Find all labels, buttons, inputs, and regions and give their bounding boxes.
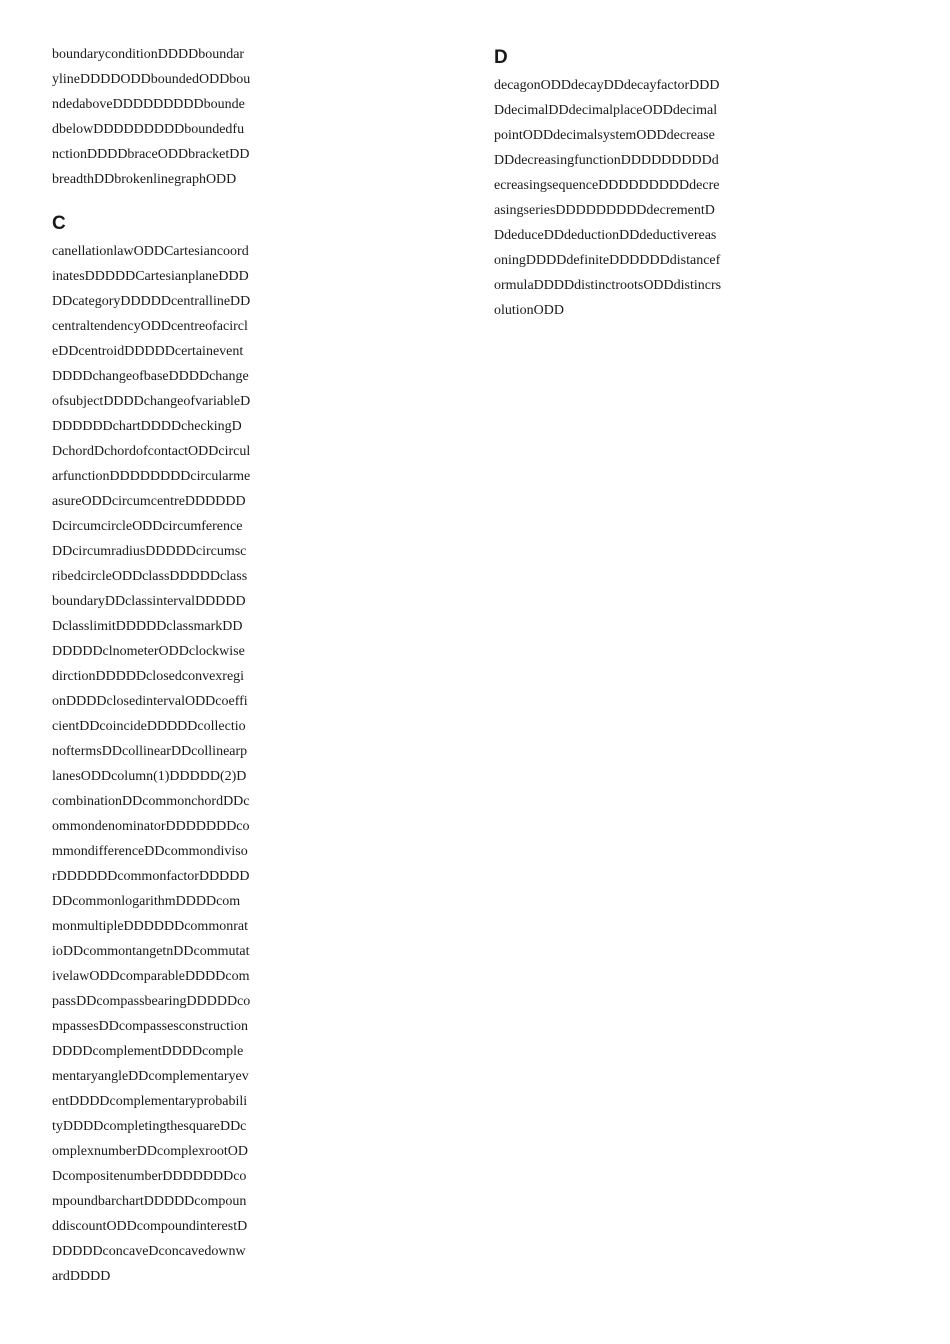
glossary-line: passDDcompassbearingDDDDDco	[52, 994, 251, 1009]
glossary-line: mpassesDDcompassesconstruction	[52, 1019, 248, 1034]
glossary-line: mentaryangleDDcomplementaryev	[52, 1069, 249, 1084]
glossary-line: DclasslimitDDDDDclassmarkDD	[52, 619, 243, 634]
glossary-line: DDDDDclnometerODDclockwise	[52, 644, 245, 659]
glossary-line: asureODDcircumcentreDDDDDD	[52, 494, 246, 509]
glossary-line: arfunctionDDDDDDDDcircularme	[52, 469, 251, 484]
glossary-line: nctionDDDDbraceODDbracketDD	[52, 147, 250, 162]
glossary-line: DDdecreasingfunctionDDDDDDDDDd	[494, 153, 719, 168]
glossary-line: dirctionDDDDDclosedconvexregi	[52, 669, 245, 684]
glossary-line: DDDDcomplementDDDDcomple	[52, 1044, 244, 1059]
glossary-line: DDDDDconcaveDconcavedownw	[52, 1244, 246, 1259]
glossary-line: DDDDchangeofbaseDDDDchange	[52, 369, 249, 384]
glossary-line: inatesDDDDDCartesianplaneDDD	[52, 269, 249, 284]
glossary-line: noftermsDDcollinearDDcollinearp	[52, 744, 248, 759]
glossary-line: DcircumcircleODDcircumference	[52, 519, 243, 534]
glossary-line: DDcircumradiusDDDDDcircumsc	[52, 544, 247, 559]
right-column	[494, 42, 854, 323]
glossary-line: ormulaDDDDdistinctrootsODDdistincrs	[494, 278, 722, 293]
glossary-line: DDcommonlogarithmDDDDcom	[52, 894, 241, 909]
glossary-line: oningDDDDdefiniteDDDDDDdistancef	[494, 253, 721, 268]
glossary-line: DdecimalDDdecimalplaceODDdecimal	[494, 103, 718, 118]
glossary-line: ivelawODDcomparableDDDDcom	[52, 969, 250, 984]
glossary-line: cientDDcoincideDDDDDcollectio	[52, 719, 246, 734]
glossary-line: asingseriesDDDDDDDDDdecrementD	[494, 203, 715, 218]
glossary-line: boundaryconditionDDDDboundar	[52, 47, 245, 62]
glossary-line: eDDcentroidDDDDDcertainevent	[52, 344, 244, 359]
glossary-line: onDDDDclosedintervalODDcoeffi	[52, 694, 248, 709]
glossary-line: combinationDDcommonchordDDc	[52, 794, 250, 809]
section-c	[52, 212, 412, 1289]
glossary-line: boundaryDDclassintervalDDDDD	[52, 594, 246, 609]
glossary-line: ndedaboveDDDDDDDDDbounde	[52, 97, 245, 112]
glossary-line: omplexnumberDDcomplexrootOD	[52, 1144, 248, 1159]
section-d-entries	[494, 73, 854, 323]
glossary-line: DchordDchordofcontactODDcircul	[52, 444, 251, 459]
glossary-line: ylineDDDDODDboundedODDbou	[52, 72, 251, 87]
section-c-entries	[52, 239, 412, 1289]
glossary-line: decagonODDdecayDDdecayfactorDDD	[494, 78, 720, 93]
section-heading-c: C	[52, 213, 66, 234]
glossary-line: ardDDDD	[52, 1269, 111, 1284]
glossary-line: canellationlawODDCartesiancoord	[52, 244, 249, 259]
glossary-line: mpoundbarchartDDDDDcompoun	[52, 1194, 247, 1209]
glossary-line: tyDDDDcompletingthesquareDDc	[52, 1119, 247, 1134]
glossary-line: DDDDDDchartDDDDcheckingD	[52, 419, 242, 434]
glossary-line: ommondenominatorDDDDDDDco	[52, 819, 250, 834]
glossary-line: breadthDDbrokenlinegraphODD	[52, 172, 237, 187]
left-column	[52, 42, 412, 1289]
glossary-line: pointODDdecimalsystemODDdecrease	[494, 128, 715, 143]
section-d	[494, 46, 854, 323]
glossary-line: DDcategoryDDDDDcentrallineDD	[52, 294, 251, 309]
glossary-line: monmultipleDDDDDDcommonrat	[52, 919, 248, 934]
glossary-line: ecreasingsequenceDDDDDDDDDdecre	[494, 178, 720, 193]
glossary-line: ribedcircleODDclassDDDDDclass	[52, 569, 248, 584]
glossary-line: mmondifferenceDDcommondiviso	[52, 844, 248, 859]
glossary-line: centraltendencyODDcentreofacircl	[52, 319, 248, 334]
glossary-line: DdeduceDDdeductionDDdeductivereas	[494, 228, 717, 243]
glossary-line: DcompositenumberDDDDDDDco	[52, 1169, 247, 1184]
glossary-line: ioDDcommontangetnDDcommutat	[52, 944, 250, 959]
glossary-line: olutionODD	[494, 303, 564, 318]
glossary-line: dbelowDDDDDDDDDboundedfu	[52, 122, 245, 137]
section-b-continuation	[52, 42, 412, 192]
glossary-line: lanesODDcolumn(1)DDDDD(2)D	[52, 769, 247, 784]
glossary-line: ddiscountODDcompoundinterestD	[52, 1219, 248, 1234]
glossary-line: ofsubjectDDDDchangeofvariableD	[52, 394, 251, 409]
glossary-line: rDDDDDDcommonfactorDDDDD	[52, 869, 250, 884]
section-heading-d: D	[494, 47, 508, 68]
glossary-line: entDDDDcomplementaryprobabili	[52, 1094, 248, 1109]
